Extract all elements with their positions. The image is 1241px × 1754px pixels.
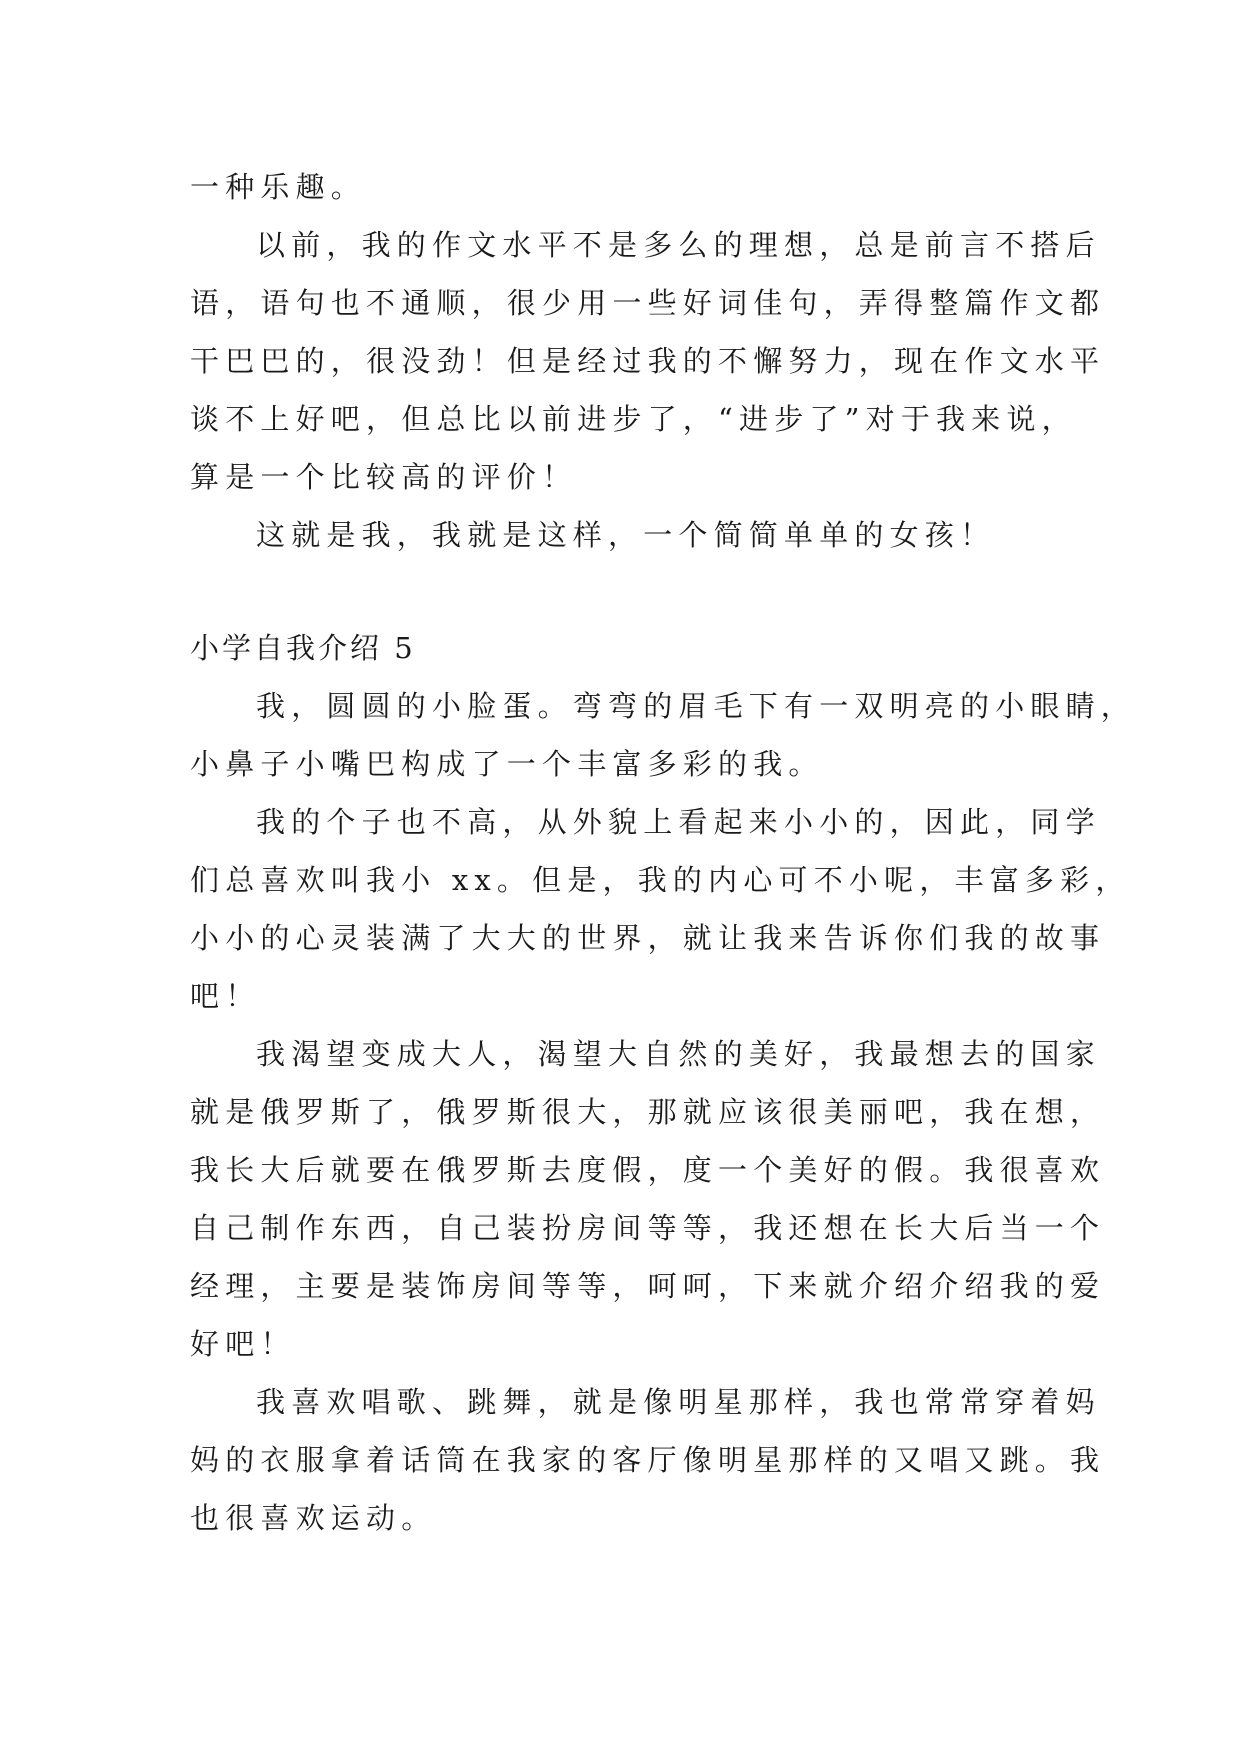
paragraph-line: 我，圆圆的小脸蛋。弯弯的眉毛下有一双明亮的小眼睛， (256, 689, 1137, 723)
paragraph-line: 小小的心灵装满了大大的世界，就让我来告诉你们我的故事 (190, 921, 1106, 955)
paragraph-line: 自己制作东西，自己装扮房间等等，我还想在长大后当一个 (190, 1211, 1106, 1245)
paragraph-line: 干巴巴的，很没劲！但是经过我的不懈努力，现在作文水平 (190, 344, 1106, 378)
paragraph-line: 我长大后就要在俄罗斯去度假，度一个美好的假。我很喜欢 (190, 1153, 1106, 1187)
paragraph-line: 我渴望变成大人，渴望大自然的美好，我最想去的国家 (256, 1037, 1101, 1071)
paragraph-line: 我的个子也不高，从外貌上看起来小小的，因此，同学 (256, 805, 1101, 839)
paragraph-line: 算是一个比较高的评价！ (190, 460, 578, 494)
paragraph-line: 经理，主要是装饰房间等等，呵呵，下来就介绍介绍我的爱 (190, 1269, 1106, 1303)
paragraph-line: 就是俄罗斯了，俄罗斯很大，那就应该很美丽吧，我在想， (190, 1095, 1106, 1129)
paragraph-line: 也很喜欢运动。 (190, 1501, 437, 1535)
paragraph-line: 吧！ (190, 979, 261, 1013)
paragraph-line: 谈不上好吧，但总比以前进步了，“进步了”对于我来说， (190, 402, 1077, 436)
paragraph-tail-line: 一种乐趣。 (190, 170, 367, 204)
paragraph-line: 好吧！ (190, 1327, 296, 1361)
paragraph-line: 们总喜欢叫我小 xx。但是，我的内心可不小呢，丰富多彩， (190, 863, 1131, 897)
paragraph-line: 以前，我的作文水平不是多么的理想，总是前言不搭后 (256, 228, 1101, 262)
paragraph-line: 我喜欢唱歌、跳舞，就是像明星那样，我也常常穿着妈 (256, 1385, 1101, 1419)
paragraph-line: 妈的衣服拿着话筒在我家的客厅像明星那样的又唱又跳。我 (190, 1443, 1106, 1477)
paragraph-line: 这就是我，我就是这样，一个简简单单的女孩！ (256, 518, 996, 552)
paragraph-line: 小鼻子小嘴巴构成了一个丰富多彩的我。 (190, 747, 824, 781)
paragraph-line: 语，语句也不通顺，很少用一些好词佳句，弄得整篇作文都 (190, 286, 1106, 320)
section-title: 小学自我介绍 5 (190, 631, 416, 665)
